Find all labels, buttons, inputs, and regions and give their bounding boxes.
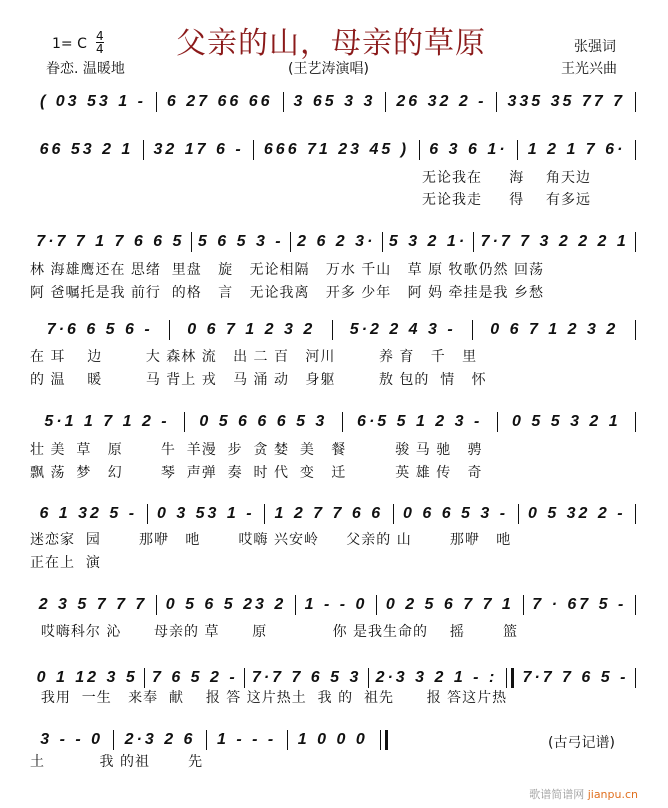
lyricist: 张强词 bbox=[574, 39, 616, 55]
measure: 1 2 7 7 6 6 bbox=[274, 505, 384, 522]
notation-credit: (古弓记谱) bbox=[548, 735, 615, 751]
measure: 1 2 1 7 6· bbox=[527, 141, 626, 158]
lyric-line: 迷恋家 园 那咿 吔 哎嗨 兴安岭 父亲的 山 那咿 吔 bbox=[30, 532, 512, 548]
measure: 0 6 7 1 2 3 2 bbox=[490, 321, 619, 338]
barline bbox=[635, 232, 636, 252]
composer: 王光兴曲 bbox=[561, 61, 617, 77]
lyric-line: 无论我在 海 角天边 bbox=[422, 170, 592, 186]
score-row bbox=[30, 139, 636, 161]
score-row bbox=[30, 231, 636, 253]
measure: ( 03 53 1 - bbox=[39, 93, 146, 110]
measure: 5·1 1 7 1 2 - bbox=[44, 413, 170, 430]
barline bbox=[380, 730, 388, 750]
lyric-line: 哎嗨科尔 沁 母亲的 草 原 你 是我生命的 摇 篮 bbox=[30, 624, 519, 640]
score-row bbox=[30, 411, 636, 433]
measure: 7 6 5 2 - bbox=[151, 669, 238, 686]
score-row bbox=[30, 91, 636, 113]
measure: 3 - - 0 bbox=[40, 731, 104, 748]
time-top: 4 bbox=[96, 29, 104, 43]
lyric-line: 无论我走 得 有多远 bbox=[422, 192, 592, 208]
lyric-line: 阿 爸嘱托是我 前行 的格 言 无论我离 开多 少年 阿 妈 牵挂是我 乡愁 bbox=[30, 285, 545, 301]
score-row bbox=[30, 319, 636, 341]
score-row bbox=[30, 594, 636, 616]
measure: 7·7 7 3 2 2 2 1 bbox=[480, 233, 629, 250]
barline bbox=[635, 320, 636, 340]
measure: 6 3 6 1· bbox=[429, 141, 508, 158]
measure: 0 6 7 1 2 3 2 bbox=[187, 321, 316, 338]
measure: 2·3 3 2 1 - : bbox=[375, 669, 498, 686]
lyric-line: 在 耳 边 大 森林 流 出 二 百 河川 养 育 千 里 bbox=[30, 349, 478, 365]
measure: 335 35 77 7 bbox=[507, 93, 625, 110]
time-bottom: 4 bbox=[96, 42, 104, 56]
measure: 3 65 3 3 bbox=[293, 93, 376, 110]
barline bbox=[635, 595, 636, 615]
measure: 2·3 2 6 bbox=[124, 731, 196, 748]
measure: 5 3 2 1· bbox=[388, 233, 468, 250]
measure: 0 5 5 3 2 1 bbox=[512, 413, 621, 430]
measure: 2 3 5 7 7 7 bbox=[38, 596, 148, 613]
barline bbox=[506, 668, 514, 688]
measure: 7·7 7 6 5 3 bbox=[251, 669, 362, 686]
watermark-cn: 歌谱简谱网 bbox=[529, 788, 585, 801]
measure: 7·7 7 1 7 6 6 5 bbox=[36, 233, 185, 250]
measure: 32 17 6 - bbox=[153, 141, 244, 158]
measure: 0 6 6 5 3 - bbox=[403, 505, 509, 522]
measure: 0 5 6 5 23 2 bbox=[165, 596, 287, 613]
watermark bbox=[529, 786, 638, 802]
barline bbox=[635, 92, 636, 112]
barline bbox=[635, 140, 636, 160]
lyric-line: 壮 美 草 原 牛 羊漫 步 贪 婪 美 餐 骏 马 驰 骋 bbox=[30, 442, 483, 458]
measure: 5 6 5 3 - bbox=[197, 233, 284, 250]
measure: 7·7 7 6 5 - bbox=[522, 669, 629, 686]
time-signature bbox=[96, 30, 104, 55]
barline bbox=[635, 412, 636, 432]
measure: 6·5 5 1 2 3 - bbox=[357, 413, 483, 430]
barline bbox=[635, 668, 636, 688]
measure: 26 32 2 - bbox=[396, 93, 487, 110]
measure: 2 6 2 3· bbox=[297, 233, 376, 250]
measure: 0 2 5 6 7 7 1 bbox=[385, 596, 514, 613]
measure: 7 · 67 5 - bbox=[532, 596, 627, 613]
measure: 5·2 2 4 3 - bbox=[349, 321, 456, 338]
song-title: 父亲的山，母亲的草原 bbox=[176, 26, 486, 61]
measure: 0 5 32 2 - bbox=[527, 505, 626, 522]
score-row bbox=[30, 667, 636, 689]
lyric-line: 正在上 演 bbox=[30, 555, 101, 571]
mood-marking: 眷恋. 温暖地 bbox=[46, 61, 125, 77]
measure: 1 - - 0 bbox=[304, 596, 368, 613]
measure: 1 0 0 0 bbox=[297, 731, 368, 748]
singer: (王艺涛演唱) bbox=[288, 61, 369, 77]
measure: 7·6 6 5 6 - bbox=[46, 321, 153, 338]
barline bbox=[635, 504, 636, 524]
lyric-line: 林 海雄鹰还在 思绪 里盘 旋 无论相隔 万水 千山 草 原 牧歌仍然 回荡 bbox=[30, 262, 545, 278]
measure: 0 5 6 6 6 5 3 bbox=[199, 413, 328, 430]
measure: 1 - - - bbox=[217, 731, 277, 748]
measure: 666 71 23 45 ) bbox=[263, 141, 410, 158]
measure: 0 3 53 1 - bbox=[156, 505, 255, 522]
score-row bbox=[30, 729, 390, 751]
lyric-line: 飘 荡 梦 幻 琴 声弹 奏 时 代 变 迁 英 雄 传 奇 bbox=[30, 465, 483, 481]
watermark-en: jianpu.cn bbox=[587, 788, 638, 801]
measure: 66 53 2 1 bbox=[39, 141, 134, 158]
measure: 6 27 66 66 bbox=[166, 93, 273, 110]
measure: 0 1 12 3 5 bbox=[36, 669, 138, 686]
key-signature: 1= C bbox=[52, 36, 87, 52]
lyric-line: 我用 一生 来奉 献 报 答 这片热土 我 的 祖先 报 答这片热 bbox=[30, 690, 508, 706]
measure: 6 1 32 5 - bbox=[39, 505, 138, 522]
lyric-line: 的 温 暖 马 背上 戎 马 涌 动 身躯 敖 包的 情 怀 bbox=[30, 372, 487, 388]
lyric-line: 土 我 的祖 先 bbox=[30, 754, 204, 770]
score-row bbox=[30, 503, 636, 525]
